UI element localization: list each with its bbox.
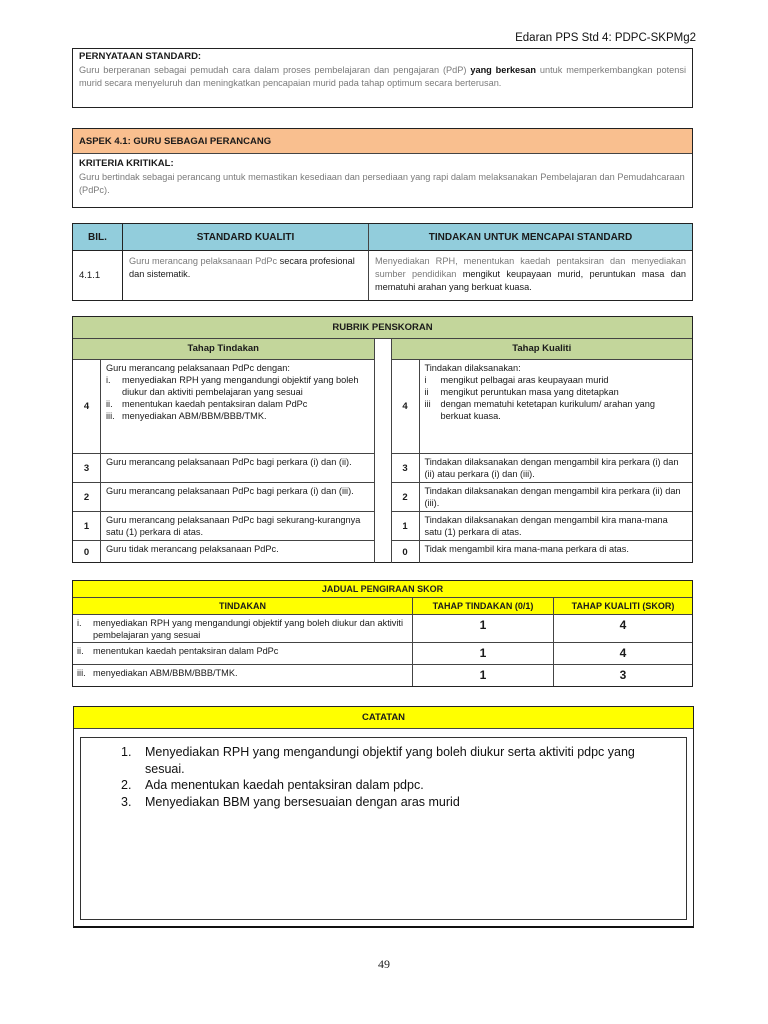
- rubrik-row: [392, 360, 693, 454]
- level-description: Tidak mengambil kira mana-mana perkara di atas.: [424, 544, 629, 554]
- item-number: ii.: [77, 646, 84, 656]
- rubrik-row: [392, 512, 693, 541]
- rubrik-row: [73, 541, 374, 563]
- level-number: 3: [73, 454, 101, 482]
- page-number: 49: [378, 957, 390, 971]
- note-item: [121, 777, 666, 794]
- tahap-kualiti-column: [392, 339, 693, 563]
- item-number: iii.: [77, 668, 86, 678]
- pernyataan-text-emphasis: yang berkesan: [470, 65, 536, 75]
- level-number: 0: [392, 541, 420, 563]
- note-text: Menyediakan BBM yang bersesuaian dengan aras murid: [145, 794, 460, 809]
- header-tahap-tindakan: TAHAP TINDAKAN (0/1): [412, 598, 553, 615]
- tindakan-cell: [369, 251, 692, 300]
- pernyataan-text-part: Guru berperanan sebagai pemudah cara dalam proses pembelajaran dan pengajaran (PdP): [79, 65, 471, 75]
- level-description: [420, 360, 693, 453]
- tindakan-text-dark: mengikut keupayaan murid, peruntukan masa dan mematuhi arahan yang berkuat kuasa.: [375, 269, 686, 292]
- level-number: 3: [392, 454, 420, 482]
- level-description: [101, 360, 374, 453]
- list-item: [106, 398, 369, 410]
- item-number: ii: [424, 387, 429, 397]
- item-number: iii: [424, 399, 431, 409]
- item-number: i.: [106, 375, 111, 385]
- note-item: [121, 794, 666, 811]
- kriteria-text: Guru bertindak sebagai perancang untuk memastikan kesediaan dan persediaan yang rapi dalam melaksanakan Pembelajaran dan Pemudahcaraan (PdPc).: [79, 172, 685, 195]
- kriteria-title: KRITERIA KRITIKAL:: [79, 158, 174, 169]
- list-item: [106, 410, 369, 422]
- tahap-tindakan-header: Tahap Tindakan: [73, 339, 374, 360]
- tahap-kualiti-header: Tahap Kualiti: [392, 339, 693, 360]
- jadual-pengiraan-skor-table: [72, 580, 693, 687]
- item-text: mengikut peruntukan masa yang ditetapkan: [440, 387, 619, 397]
- rubrik-row: [73, 360, 374, 454]
- tahap-tindakan-value: 1: [412, 615, 553, 643]
- item-text: menyediakan ABM/BBM/BBB/TMK.: [122, 411, 267, 421]
- level-number: 4: [73, 360, 101, 453]
- standard-table: [72, 223, 693, 301]
- level-description: Guru merancang pelaksanaan PdPc bagi sekurang-kurangnya satu (1) perkara di atas.: [106, 515, 361, 537]
- item-text: mengikut pelbagai aras keupayaan murid: [440, 375, 609, 385]
- rubrik-title: RUBRIK PENSKORAN: [73, 317, 692, 339]
- level-number: 4: [392, 360, 420, 453]
- item-number: iii.: [106, 411, 115, 421]
- header-tindakan: TINDAKAN: [73, 598, 412, 615]
- level-description: Tindakan dilaksanakan dengan mengambil kira perkara (ii) dan (iii).: [424, 486, 681, 508]
- item-number: i.: [77, 618, 82, 628]
- rubrik-row: [73, 483, 374, 512]
- note-number: 1.: [121, 745, 132, 759]
- level-description: Guru merancang pelaksanaan PdPc bagi perkara (i) dan (ii).: [106, 457, 352, 467]
- rubrik-row: [392, 541, 693, 563]
- rubrik-penskoran-table: [72, 316, 693, 563]
- level-number: 1: [73, 512, 101, 540]
- item-text: menyediakan ABM/BBM/BBB/TMK.: [93, 668, 238, 678]
- rubrik-row: [392, 454, 693, 483]
- kualiti-text-dark: secara profesional dan sistematik.: [129, 256, 355, 279]
- kualiti-text-grey: Guru merancang pelaksanaan PdPc: [129, 256, 280, 266]
- standard-kualiti-cell: [123, 251, 369, 300]
- jadual-tindakan-cell: [73, 665, 412, 686]
- item-text: dengan mematuhi ketetapan kurikulum/ arahan yang berkuat kuasa.: [440, 399, 656, 421]
- level-description: Guru merancang pelaksanaan PdPc bagi perkara (i) dan (iii).: [106, 486, 354, 496]
- kriteria-section: [73, 154, 692, 201]
- level-intro: Guru merancang pelaksanaan PdPc dengan:: [106, 363, 290, 373]
- note-number: 3.: [121, 794, 132, 809]
- level-description: Tindakan dilaksanakan dengan mengambil kira perkara (i) dan (ii) atau perkara (i) dan (iii).: [424, 457, 679, 479]
- aspek-box: [72, 128, 693, 208]
- catatan-title: CATATAN: [74, 707, 693, 729]
- level-description: Guru tidak merancang pelaksanaan PdPc.: [106, 544, 279, 554]
- catatan-notes-area: [80, 737, 687, 920]
- list-item: [106, 374, 369, 398]
- column-spacer: [374, 339, 392, 563]
- list-item: [425, 398, 688, 422]
- item-text: menyediakan RPH yang mengandungi objektif yang boleh diukur dan aktiviti pembelajaran yang sesuai: [122, 375, 359, 397]
- catatan-box: [73, 706, 694, 928]
- note-number: 2.: [121, 778, 132, 792]
- pernyataan-title: PERNYATAAN STANDARD:: [79, 51, 202, 62]
- level-number: 0: [73, 541, 101, 563]
- jadual-tindakan-cell: [73, 643, 412, 665]
- page-header: Edaran PPS Std 4: PDPC-SKPMg2: [515, 32, 696, 44]
- level-number: 2: [73, 483, 101, 511]
- level-number: 2: [392, 483, 420, 511]
- tahap-kualiti-value: 3: [553, 665, 692, 686]
- header-standard-kualiti: STANDARD KUALITI: [123, 224, 369, 251]
- item-text: menentukan kaedah pentaksiran dalam PdPc: [93, 646, 279, 656]
- tahap-tindakan-column: [73, 339, 374, 563]
- header-tahap-kualiti: TAHAP KUALITI (SKOR): [553, 598, 692, 615]
- rubrik-row: [392, 483, 693, 512]
- item-text: menentukan kaedah pentaksiran dalam PdPc: [122, 399, 308, 409]
- item-number: i: [424, 375, 427, 385]
- tahap-kualiti-value: 4: [553, 615, 692, 643]
- header-tindakan: TINDAKAN UNTUK MENCAPAI STANDARD: [369, 224, 692, 251]
- jadual-title: JADUAL PENGIRAAN SKOR: [73, 581, 692, 598]
- list-item: [425, 374, 688, 386]
- tahap-tindakan-value: 1: [412, 665, 553, 686]
- tahap-kualiti-value: 4: [553, 643, 692, 665]
- rubrik-row: [73, 454, 374, 483]
- note-item: [121, 744, 666, 777]
- note-text: Menyediakan RPH yang mengandungi objektif yang boleh diukur serta aktiviti pdpc yang sesuai.: [145, 745, 635, 776]
- tahap-tindakan-value: 1: [412, 643, 553, 665]
- aspek-title: ASPEK 4.1: GURU SEBAGAI PERANCANG: [73, 129, 692, 154]
- tindakan-text-grey: Menyediakan RPH, menentukan kaedah pentaksiran dan menyediakan sumber pendidikan: [375, 256, 686, 279]
- pernyataan-text-part: untuk memperkembangkan potensi murid secara menyeluruh dan meningkatkan pencapaian murid pada tahap optimum secara berterusan.: [79, 65, 686, 88]
- pernyataan-standard-box: [72, 48, 693, 108]
- level-description: Tindakan dilaksanakan dengan mengambil kira mana-mana satu (1) perkara di atas.: [424, 515, 668, 537]
- header-bil: BIL.: [73, 224, 123, 251]
- item-text: menyediakan RPH yang mengandungi objektif yang boleh diukur dan aktiviti pembelajaran yang sesuai: [93, 618, 404, 640]
- note-text: Ada menentukan kaedah pentaksiran dalam pdpc.: [145, 778, 424, 792]
- level-number: 1: [392, 512, 420, 540]
- level-intro: Tindakan dilaksanakan:: [424, 363, 521, 373]
- list-item: [425, 386, 688, 398]
- rubrik-row: [73, 512, 374, 541]
- jadual-tindakan-cell: [73, 615, 412, 643]
- pernyataan-text: [79, 64, 686, 89]
- bil-value: 4.1.1: [73, 251, 123, 300]
- item-number: ii.: [106, 399, 113, 409]
